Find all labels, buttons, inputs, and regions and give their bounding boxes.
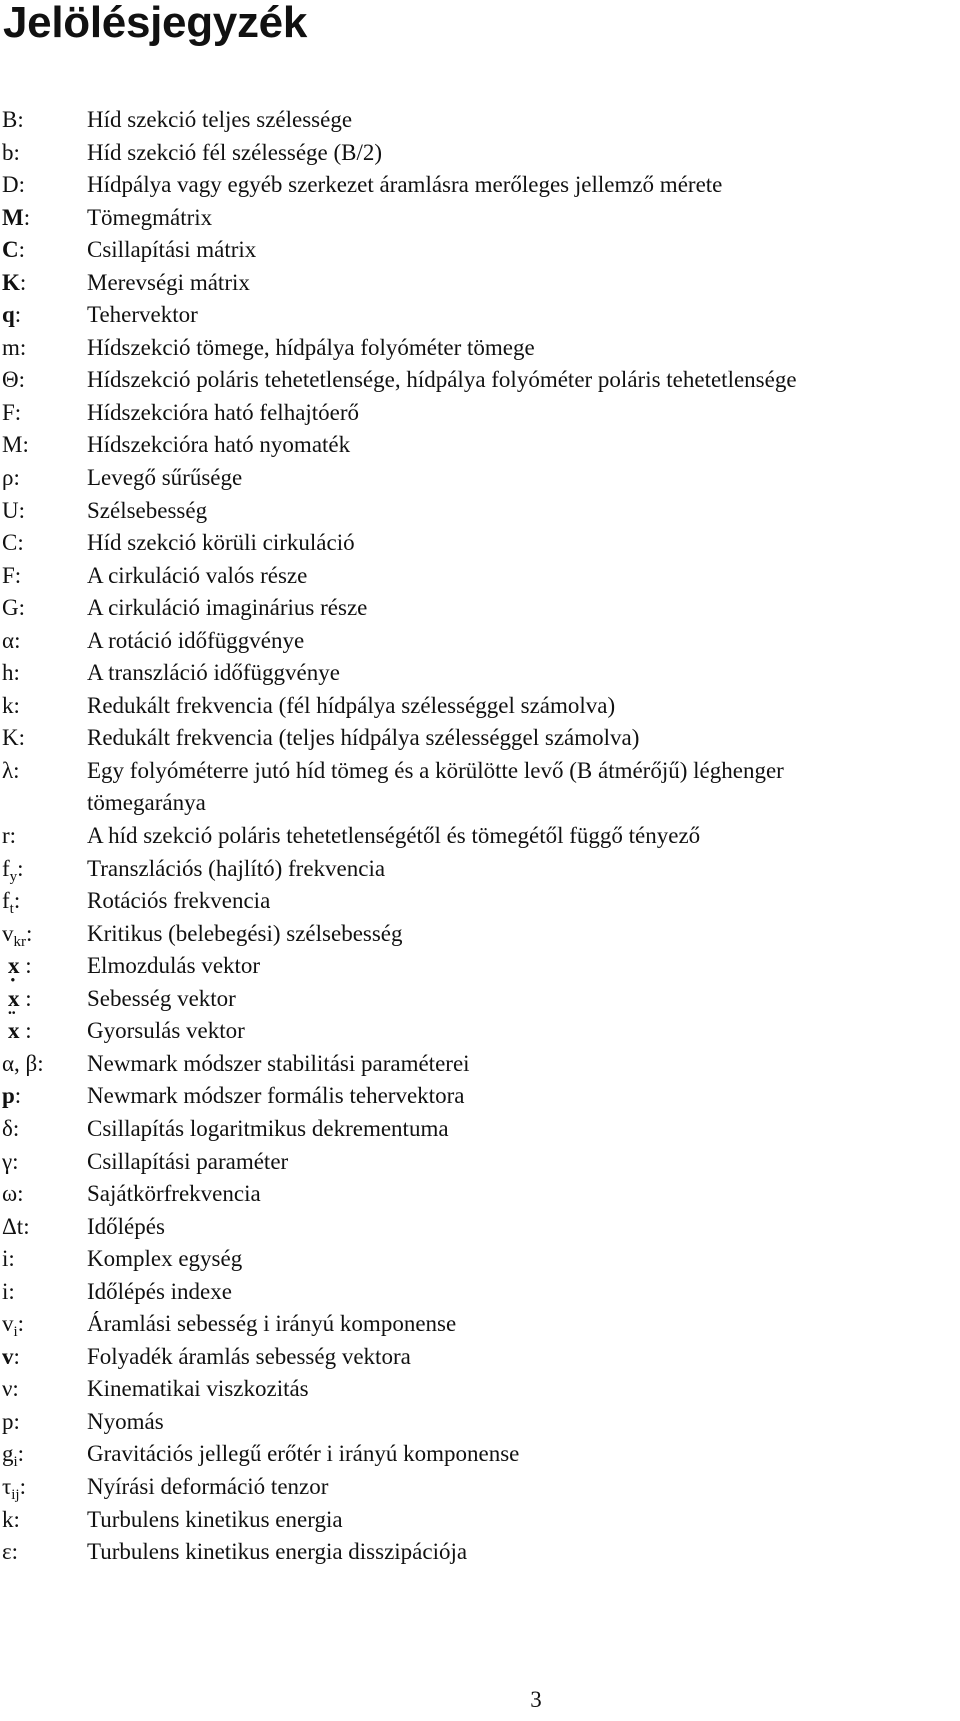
notation-entry (0, 853, 960, 886)
notation-symbol (0, 755, 87, 788)
symbol-colon: : (13, 660, 20, 686)
notation-entry (0, 625, 960, 658)
description-text: Csillapítási paraméter (87, 1148, 289, 1174)
symbol-colon: : (14, 562, 22, 588)
notation-symbol (0, 625, 87, 658)
symbol-colon: : (17, 855, 24, 881)
notation-symbol (0, 1276, 87, 1309)
symbol-main: v (2, 1343, 14, 1369)
notation-symbol (0, 429, 87, 462)
notation-description (87, 104, 960, 137)
symbol-main: ν (2, 1376, 13, 1402)
notation-entry (0, 1080, 960, 1113)
notation-description (87, 137, 960, 170)
notation-entry (0, 169, 960, 202)
notation-entry (0, 267, 960, 300)
symbol-main: D (2, 172, 19, 198)
notation-entry (0, 1536, 960, 1569)
notation-description (87, 1276, 960, 1309)
symbol-main: B (2, 107, 18, 132)
page-number: 3 (530, 1687, 542, 1712)
description-text: Híd szekció körüli cirkuláció (87, 530, 355, 556)
symbol-main: M (2, 204, 24, 230)
notation-entry (0, 429, 960, 462)
description-text: Transzlációs (hajlító) frekvencia (87, 855, 386, 881)
notation-description (87, 397, 960, 430)
notation-symbol (0, 267, 87, 300)
description-text: Redukált frekvencia (teljes hídpálya szélességgel számolva) (87, 725, 640, 751)
description-text: Newmark módszer stabilitási paraméterei (87, 1050, 470, 1076)
notation-symbol (0, 690, 87, 723)
description-text: Hídpálya vagy egyéb szerkezet áramlásra merőleges jellemző mérete (87, 172, 723, 198)
symbol-colon: : (18, 595, 26, 621)
notation-description (87, 1308, 960, 1341)
notation-entry (0, 918, 960, 951)
symbol-subscript: y (9, 868, 18, 885)
symbol-main: G (2, 595, 19, 621)
symbol-colon: : (12, 1376, 19, 1402)
description-text: Nyírási deformáció tenzor (87, 1473, 329, 1499)
notation-symbol (0, 1504, 87, 1537)
notation-entry (0, 495, 960, 528)
notation-symbol (0, 332, 87, 365)
symbol-main: f (2, 855, 10, 881)
symbol-colon: : (26, 920, 33, 946)
notation-symbol (0, 137, 87, 170)
symbol-subscript: ij (11, 1486, 20, 1503)
notation-description (87, 1504, 960, 1537)
notation-symbol (0, 885, 87, 918)
symbol-subscript: i (13, 1454, 18, 1471)
symbol-main: ε (2, 1539, 12, 1565)
notation-description (87, 1406, 960, 1439)
notation-description (87, 1438, 960, 1471)
symbol-main: α, β (2, 1050, 38, 1076)
symbol-main: f (2, 888, 10, 914)
notation-description (87, 1178, 960, 1211)
notation-description (87, 983, 960, 1016)
notation-entry (0, 950, 960, 983)
notation-entry (0, 1048, 960, 1081)
symbol-main: p (2, 1408, 14, 1434)
symbol-colon: : (17, 1181, 24, 1207)
symbol-colon: : (13, 888, 21, 914)
symbol-main: g (2, 1441, 14, 1467)
notation-symbol (0, 169, 87, 202)
description-text: Egy folyóméterre jutó híd tömeg és a körülötte levő (B átmérőjű) léghenger (87, 757, 784, 783)
symbol-main: ρ (2, 465, 14, 491)
symbol-colon: : (18, 367, 26, 393)
notation-description (87, 820, 960, 853)
notation-entry (0, 592, 960, 625)
notation-description (87, 1146, 960, 1179)
notation-symbol (0, 397, 87, 430)
symbol-colon: : (8, 1278, 15, 1304)
notation-entry (0, 1341, 960, 1374)
notation-description (87, 625, 960, 658)
notation-symbol (0, 560, 87, 593)
notation-entry (0, 1211, 960, 1244)
symbol-main: b (2, 139, 14, 165)
symbol-colon: : (12, 1148, 19, 1174)
description-text: A rotáció időfüggvénye (87, 627, 305, 653)
symbol-colon: : (18, 237, 26, 263)
notation-description (87, 364, 960, 397)
notation-description (87, 1373, 960, 1406)
description-text: Kritikus (belebegési) szélsebesség (87, 920, 403, 946)
notation-entry (0, 364, 960, 397)
description-text: A cirkuláció imaginárius része (87, 595, 368, 621)
description-text: Levegő sűrűsége (87, 465, 243, 491)
symbol-colon: : (13, 1506, 20, 1532)
symbol-main: k (2, 1506, 14, 1532)
notation-description (87, 950, 960, 983)
notation-entry (0, 1015, 960, 1048)
notation-symbol (0, 1438, 87, 1471)
notation-description (87, 690, 960, 723)
symbol-main: δ (2, 1115, 13, 1141)
symbol-main: v (2, 920, 14, 946)
notation-description (87, 234, 960, 267)
notation-symbol (0, 1211, 87, 1244)
notation-entry (0, 137, 960, 170)
notation-entry (0, 1276, 960, 1309)
notation-description (87, 299, 960, 332)
symbol-subscript: i (13, 1324, 18, 1341)
symbol-main: F (2, 399, 15, 425)
notation-symbol (0, 1080, 87, 1113)
notation-entry (0, 104, 960, 137)
symbol-colon: : (14, 1083, 22, 1109)
symbol-main: M (2, 432, 23, 458)
notation-symbol (0, 1243, 87, 1276)
description-text: Turbulens kinetikus energia (87, 1506, 343, 1532)
notation-entry (0, 1438, 960, 1471)
notation-entry (0, 1504, 960, 1537)
notation-entry (0, 983, 960, 1016)
notation-list (0, 104, 960, 1569)
notation-entry (0, 657, 960, 690)
notation-description (87, 1080, 960, 1113)
notation-description (87, 1048, 960, 1081)
description-text: A cirkuláció valós része (87, 562, 308, 588)
symbol-main: i (2, 1246, 9, 1272)
symbol-colon: : (23, 204, 31, 230)
symbol-colon: : (14, 302, 22, 328)
notation-description (87, 918, 960, 951)
notation-description (87, 267, 960, 300)
description-text: Hídszekcióra ható nyomaték (87, 432, 351, 458)
symbol-main: τ (2, 1473, 12, 1499)
description-text: Sebesség vektor (87, 985, 236, 1011)
symbol-colon: : (22, 432, 29, 458)
notation-description (87, 755, 960, 820)
symbol-main: h (2, 660, 14, 686)
description-text: Tömegmátrix (87, 204, 213, 230)
notation-entry (0, 755, 960, 820)
description-text: Merevségi mátrix (87, 269, 250, 295)
symbol-main: C (2, 530, 18, 556)
notation-symbol (0, 1536, 87, 1569)
notation-symbol (0, 1146, 87, 1179)
symbol-colon: : (18, 172, 26, 198)
notation-description (87, 657, 960, 690)
description-text: Gyorsulás vektor (87, 1018, 245, 1044)
symbol-subscript: t (9, 901, 14, 918)
notation-symbol (0, 1471, 87, 1504)
symbol-colon: : (19, 953, 32, 979)
notation-symbol (0, 104, 87, 137)
symbol-colon: : (13, 692, 20, 718)
notation-description (87, 853, 960, 886)
symbol-colon: : (13, 139, 20, 165)
notation-symbol (0, 495, 87, 528)
notation-description (87, 1015, 960, 1048)
notation-entry (0, 1406, 960, 1439)
description-text: Hídszekció poláris tehetetlensége, hídpálya folyóméter poláris tehetetlensége (87, 367, 797, 393)
symbol-main: λ (2, 757, 14, 783)
description-text-continued: tömegaránya (87, 790, 206, 816)
symbol-main: ω (2, 1181, 18, 1207)
symbol-colon: : (19, 334, 27, 360)
symbol-main: F (2, 562, 15, 588)
notation-description (87, 1211, 960, 1244)
symbol-colon: : (37, 1050, 44, 1076)
symbol-main: Δt (2, 1213, 24, 1239)
notation-entry (0, 1113, 960, 1146)
notation-symbol (0, 527, 87, 560)
notation-entry (0, 527, 960, 560)
notation-description (87, 885, 960, 918)
notation-symbol (0, 364, 87, 397)
notation-description (87, 202, 960, 235)
notation-symbol (0, 820, 87, 853)
symbol-colon: : (8, 1246, 15, 1272)
notation-symbol (0, 657, 87, 690)
notation-entry (0, 1471, 960, 1504)
symbol-main: γ (2, 1148, 13, 1174)
symbol-colon: : (13, 757, 20, 783)
notation-symbol (0, 918, 87, 951)
page-title: Jelölésjegyzék (3, 0, 307, 47)
symbol-main: i (2, 1278, 9, 1304)
notation-entry (0, 234, 960, 267)
description-text: Kinematikai viszkozitás (87, 1376, 309, 1402)
notation-symbol (0, 1406, 87, 1439)
notation-entry (0, 820, 960, 853)
description-text: Hídszekcióra ható felhajtóerő (87, 399, 360, 425)
notation-description (87, 169, 960, 202)
notation-description (87, 722, 960, 755)
notation-entry (0, 397, 960, 430)
symbol-main: α (2, 627, 15, 653)
symbol-main: Θ (2, 367, 19, 393)
description-text: Áramlási sebesség i irányú komponense (87, 1311, 457, 1337)
notation-entry (0, 1308, 960, 1341)
notation-entry (0, 1243, 960, 1276)
notation-symbol (0, 1308, 87, 1341)
symbol-main: r (2, 823, 10, 849)
notation-entry (0, 1178, 960, 1211)
notation-description (87, 429, 960, 462)
symbol-colon: : (14, 399, 22, 425)
symbol-main: K (2, 269, 20, 295)
notation-description (87, 1536, 960, 1569)
notation-entry (0, 332, 960, 365)
symbol-main: q (2, 302, 15, 328)
notation-symbol (0, 1015, 87, 1048)
symbol-colon: : (19, 985, 32, 1011)
notation-entry (0, 299, 960, 332)
symbol-colon: : (18, 497, 26, 523)
notation-symbol (0, 234, 87, 267)
symbol-colon: : (13, 465, 20, 491)
notation-symbol (0, 1341, 87, 1374)
notation-entry (0, 560, 960, 593)
notation-description (87, 1341, 960, 1374)
notation-entry (0, 722, 960, 755)
description-text: Hídszekció tömege, hídpálya folyóméter tömege (87, 334, 535, 360)
symbol-colon: : (11, 1539, 19, 1565)
description-text: Időlépés (87, 1213, 165, 1239)
notation-entry (0, 1373, 960, 1406)
description-text: Híd szekció teljes szélessége (87, 107, 353, 132)
symbol-colon: : (19, 1473, 26, 1499)
symbol-colon: : (19, 1018, 32, 1044)
symbol-colon: : (12, 1115, 20, 1141)
symbol-main: C (2, 237, 19, 263)
notation-symbol (0, 462, 87, 495)
symbol-subscript: kr (13, 933, 26, 950)
notation-entry (0, 462, 960, 495)
description-text: Newmark módszer formális tehervektora (87, 1083, 465, 1109)
description-text: Csillapítás logaritmikus dekrementuma (87, 1115, 449, 1141)
notation-symbol (0, 722, 87, 755)
description-text: Elmozdulás vektor (87, 953, 261, 979)
symbol-main: ˙ x (8, 983, 20, 1016)
notation-symbol (0, 1373, 87, 1406)
description-text: A híd szekció poláris tehetetlenségétől és tömegétől függő tényező (87, 823, 701, 849)
symbol-main: v (2, 1311, 14, 1337)
symbol-colon: : (17, 107, 24, 132)
description-text: Nyomás (87, 1408, 164, 1434)
description-text: Híd szekció fél szélessége (B/2) (87, 139, 383, 165)
notation-symbol (0, 299, 87, 332)
symbol-colon: : (9, 823, 17, 849)
symbol-colon: : (23, 1213, 30, 1239)
notation-description (87, 1113, 960, 1146)
symbol-main: p (2, 1083, 15, 1109)
description-text: Szélsebesség (87, 497, 208, 523)
notation-symbol (0, 1178, 87, 1211)
notation-entry (0, 202, 960, 235)
symbol-main: ¨ x (8, 1015, 20, 1048)
notation-symbol (0, 592, 87, 625)
symbol-colon: : (17, 1311, 25, 1337)
symbol-colon: : (17, 1441, 25, 1467)
symbol-colon: : (17, 530, 24, 556)
symbol-colon: : (19, 269, 27, 295)
description-text: Sajátkörfrekvencia (87, 1181, 261, 1207)
symbol-colon: : (13, 1408, 20, 1434)
symbol-colon: : (14, 627, 21, 653)
symbol-main: m (2, 334, 20, 360)
notation-description (87, 495, 960, 528)
description-text: Komplex egység (87, 1246, 243, 1272)
notation-entry (0, 885, 960, 918)
description-text: Folyadék áramlás sebesség vektora (87, 1343, 411, 1369)
notation-description (87, 462, 960, 495)
symbol-main: K (2, 725, 19, 751)
notation-description (87, 592, 960, 625)
notation-entry (0, 1146, 960, 1179)
notation-symbol (0, 1048, 87, 1081)
notation-symbol (0, 853, 87, 886)
description-text: Turbulens kinetikus energia disszipációja (87, 1539, 468, 1565)
description-text: Gravitációs jellegű erőtér i irányú komponense (87, 1441, 520, 1467)
notation-description (87, 332, 960, 365)
notation-description (87, 1243, 960, 1276)
notation-symbol (0, 202, 87, 235)
description-text: Csillapítási mátrix (87, 237, 257, 263)
notation-entry (0, 690, 960, 723)
description-text: Redukált frekvencia (fél hídpálya szélességgel számolva) (87, 692, 616, 718)
symbol-main: k (2, 692, 14, 718)
notation-symbol (0, 1113, 87, 1146)
notation-description (87, 1471, 960, 1504)
notation-description (87, 527, 960, 560)
description-text: A transzláció időfüggvénye (87, 660, 340, 686)
description-text: Időlépés indexe (87, 1278, 232, 1304)
description-text: Tehervektor (87, 302, 198, 328)
symbol-main: x (8, 953, 20, 979)
symbol-main: U (2, 497, 19, 523)
symbol-colon: : (18, 725, 26, 751)
description-text: Rotációs frekvencia (87, 888, 271, 914)
symbol-colon: : (13, 1343, 20, 1369)
notation-description (87, 560, 960, 593)
